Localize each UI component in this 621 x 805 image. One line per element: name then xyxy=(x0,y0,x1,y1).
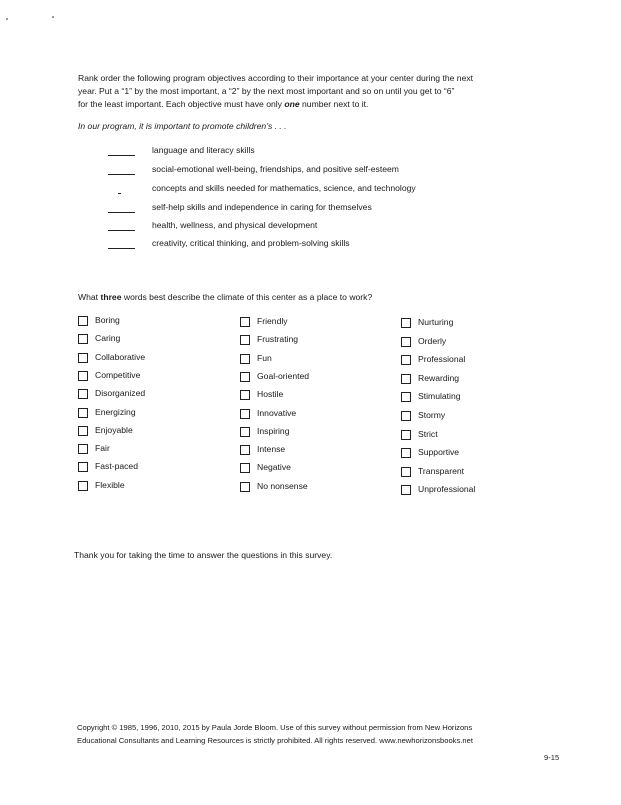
checkbox-label: Energizing xyxy=(95,406,136,417)
prompt: In our program, it is important to promote children’s . . . xyxy=(78,121,287,131)
checkbox-strict[interactable] xyxy=(401,430,411,440)
checkbox-label: Strict xyxy=(418,428,438,439)
checkbox-no-nonsense[interactable] xyxy=(240,482,250,492)
thank-you-text: Thank you for taking the time to answer the questions in this survey. xyxy=(74,550,333,560)
rank-blank[interactable] xyxy=(108,212,135,213)
checkbox-supportive[interactable] xyxy=(401,448,411,458)
rank-blank[interactable] xyxy=(108,248,135,249)
checkbox-label: Disorganized xyxy=(95,388,146,399)
checkbox-boring[interactable] xyxy=(78,316,88,326)
rank-blank[interactable] xyxy=(118,193,121,194)
rank-blank[interactable] xyxy=(108,174,135,175)
checkbox-label: Competitive xyxy=(95,369,141,380)
objective-label: concepts and skills needed for mathematics, science, and technology xyxy=(152,183,416,193)
checkbox-label: Collaborative xyxy=(95,351,146,362)
checkbox-enjoyable[interactable] xyxy=(78,426,88,436)
checkbox-professional[interactable] xyxy=(401,355,411,365)
checkbox-flexible[interactable] xyxy=(78,481,88,491)
checkbox-label: Transparent xyxy=(418,465,465,476)
checkbox-label: Enjoyable xyxy=(95,424,133,435)
objective-label: self-help skills and independence in caring for themselves xyxy=(152,202,372,212)
checkbox-fair[interactable] xyxy=(78,444,88,454)
checkbox-label: No nonsense xyxy=(257,480,308,491)
checkbox-label: Orderly xyxy=(418,335,447,346)
checkbox-goal-oriented[interactable] xyxy=(240,372,250,382)
checkbox-inspiring[interactable] xyxy=(240,427,250,437)
checkbox-label: Rewarding xyxy=(418,372,460,383)
rank-blank[interactable] xyxy=(108,155,135,156)
checkbox-negative[interactable] xyxy=(240,463,250,473)
objective-label: health, wellness, and physical development xyxy=(152,220,318,230)
instructions-line: for the least important. Each objective must have only one number next to it. xyxy=(78,99,369,109)
checkbox-label: Professional xyxy=(418,354,466,365)
checkbox-label: Innovative xyxy=(257,407,297,418)
checkbox-nurturing[interactable] xyxy=(401,318,411,328)
copyright-line: Copyright © 1985, 1996, 2010, 2015 by Paula Jorde Bloom. Use of this survey without permission from New Horizons xyxy=(77,723,473,732)
checkbox-label: Intense xyxy=(257,444,286,455)
checkbox-hostile[interactable] xyxy=(240,390,250,400)
objective-label: creativity, critical thinking, and problem-solving skills xyxy=(152,238,350,248)
checkbox-label: Negative xyxy=(257,462,291,473)
checkbox-energizing[interactable] xyxy=(78,408,88,418)
checkbox-label: Hostile xyxy=(257,389,284,400)
checkbox-label: Fun xyxy=(257,352,272,363)
checkbox-friendly[interactable] xyxy=(240,317,250,327)
checkbox-collaborative[interactable] xyxy=(78,353,88,363)
checkbox-label: Frustrating xyxy=(257,334,299,345)
scan-speck xyxy=(52,16,54,18)
checkbox-label: Friendly xyxy=(257,316,288,326)
checkbox-label: Stormy xyxy=(418,410,446,420)
rank-blank[interactable] xyxy=(108,230,135,231)
page-number: 9-15 xyxy=(544,753,560,762)
checkbox-label: Caring xyxy=(95,333,121,344)
checkbox-fast-paced[interactable] xyxy=(78,462,88,472)
checkbox-label: Stimulating xyxy=(418,391,461,402)
checkbox-innovative[interactable] xyxy=(240,409,250,419)
objective-label: language and literacy skills xyxy=(152,145,255,155)
checkbox-label: Supportive xyxy=(418,447,460,458)
copyright-line: Educational Consultants and Learning Resources is strictly prohibited. All rights reserved. www.newhorizonsbooks.net xyxy=(77,736,473,745)
checkbox-fun[interactable] xyxy=(240,354,250,364)
checkbox-rewarding[interactable] xyxy=(401,374,411,384)
checkbox-orderly[interactable] xyxy=(401,337,411,347)
checkbox-caring[interactable] xyxy=(78,334,88,344)
instructions-line: Rank order the following program objectives according to their importance at your center during the next xyxy=(78,73,474,83)
checkbox-frustrating[interactable] xyxy=(240,335,250,345)
checkbox-transparent[interactable] xyxy=(401,467,411,477)
checkbox-stimulating[interactable] xyxy=(401,392,411,402)
checkbox-label: Boring xyxy=(95,315,120,325)
checkbox-stormy[interactable] xyxy=(401,411,411,421)
scan-speck xyxy=(6,18,8,20)
climate-question: What three words best describe the climate of this center as a place to work? xyxy=(78,292,373,302)
checkbox-label: Nurturing xyxy=(418,317,454,327)
checkbox-label: Flexible xyxy=(95,479,125,490)
checkbox-label: Goal-oriented xyxy=(257,370,310,381)
checkbox-intense[interactable] xyxy=(240,445,250,455)
checkbox-disorganized[interactable] xyxy=(78,389,88,399)
checkbox-unprofessional[interactable] xyxy=(401,485,411,495)
instructions-line: year. Put a “1” by the most important, a “2” by the next most important and so on until you get to “6” xyxy=(78,86,455,96)
checkbox-competitive[interactable] xyxy=(78,371,88,381)
checkbox-label: Unprofessional xyxy=(418,484,476,495)
checkbox-label: Inspiring xyxy=(257,425,290,436)
checkbox-label: Fast-paced xyxy=(95,461,138,472)
checkbox-label: Fair xyxy=(95,443,110,454)
objective-label: social-emotional well-being, friendships, and positive self-esteem xyxy=(152,164,399,174)
